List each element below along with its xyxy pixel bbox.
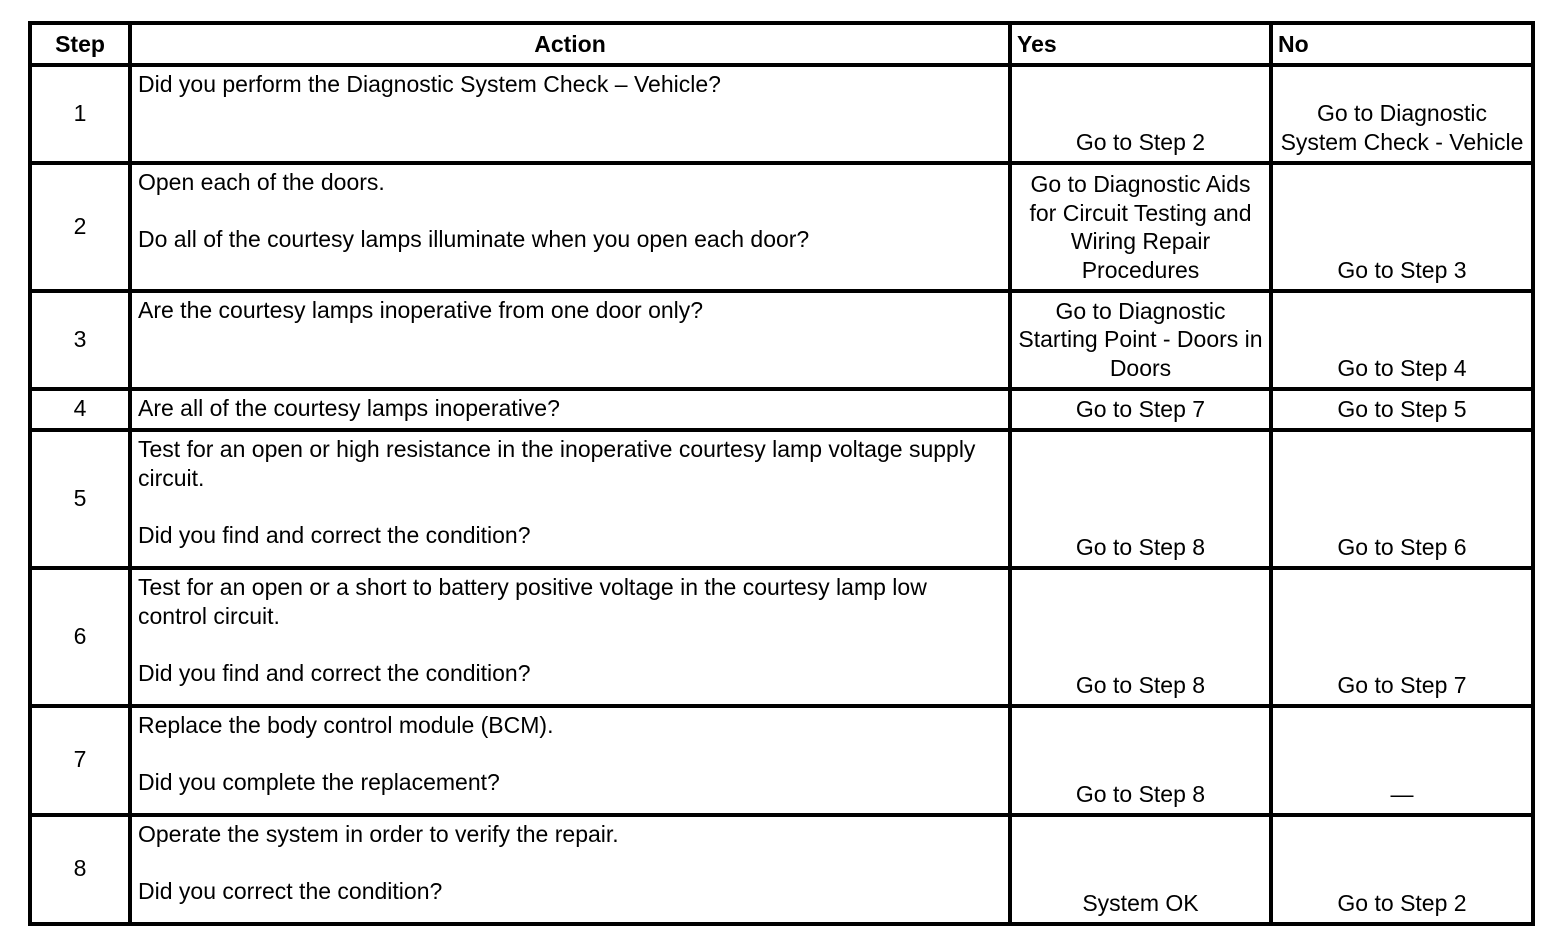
yes-result: Go to Step 8 — [1010, 568, 1271, 706]
no-result: Go to Step 6 — [1271, 430, 1533, 568]
yes-result: Go to Step 8 — [1010, 430, 1271, 568]
no-result: Go to Step 7 — [1271, 568, 1533, 706]
table-row — [30, 163, 1533, 291]
action-text: Are all of the courtesy lamps inoperative? — [138, 395, 560, 421]
table-row — [30, 65, 1533, 163]
action-cell — [130, 389, 1010, 430]
action-cell — [130, 65, 1010, 163]
header-step: Step — [30, 23, 130, 65]
action-cell — [130, 815, 1010, 924]
header-yes: Yes — [1010, 23, 1271, 65]
action-text: Test for an open or high resistance in the inoperative courtesy lamp voltage supply circuit. — [138, 436, 976, 491]
action-cell — [130, 568, 1010, 706]
action-text: Open each of the doors. — [138, 169, 385, 195]
step-number: 1 — [30, 65, 130, 163]
action-text: Operate the system in order to verify the repair. — [138, 821, 619, 847]
table-row — [30, 291, 1533, 389]
action-question: Did you correct the condition? — [138, 878, 443, 904]
no-result: Go to Step 4 — [1271, 291, 1533, 389]
step-number: 8 — [30, 815, 130, 924]
header-row — [30, 23, 1533, 65]
yes-result: System OK — [1010, 815, 1271, 924]
action-cell — [130, 163, 1010, 291]
action-question: Do all of the courtesy lamps illuminate when you open each door? — [138, 226, 810, 252]
action-text: Test for an open or a short to battery positive voltage in the courtesy lamp low control circuit. — [138, 574, 927, 629]
action-question: Did you find and correct the condition? — [138, 521, 531, 548]
yes-result: Go to Step 2 — [1010, 65, 1271, 163]
no-result: Go to Diagnostic System Check - Vehicle — [1271, 65, 1533, 163]
action-text: Are the courtesy lamps inoperative from one door only? — [138, 297, 704, 323]
step-number: 6 — [30, 568, 130, 706]
yes-result: Go to Diagnostic Aids for Circuit Testing and Wiring Repair Procedures — [1010, 163, 1271, 291]
table-row — [30, 568, 1533, 706]
step-number: 7 — [30, 706, 130, 815]
step-number: 3 — [30, 291, 130, 389]
table-row — [30, 430, 1533, 568]
step-number: 2 — [30, 163, 130, 291]
no-result: Go to Step 3 — [1271, 163, 1533, 291]
diagnostic-table — [28, 21, 1535, 926]
action-cell — [130, 706, 1010, 815]
action-cell — [130, 430, 1010, 568]
yes-result: Go to Step 8 — [1010, 706, 1271, 815]
yes-result: Go to Step 7 — [1010, 389, 1271, 430]
action-text: Did you perform the Diagnostic System Check – Vehicle? — [138, 71, 721, 97]
no-result: Go to Step 5 — [1271, 389, 1533, 430]
no-result: Go to Step 2 — [1271, 815, 1533, 924]
action-question: Did you complete the replacement? — [138, 769, 500, 795]
step-number: 5 — [30, 430, 130, 568]
header-no: No — [1271, 23, 1533, 65]
step-number: 4 — [30, 389, 130, 430]
yes-result: Go to Diagnostic Starting Point - Doors in Doors — [1010, 291, 1271, 389]
table-row — [30, 815, 1533, 924]
table-row — [30, 389, 1533, 430]
action-question: Did you find and correct the condition? — [138, 659, 531, 686]
action-text: Replace the body control module (BCM). — [138, 712, 554, 738]
no-result: — — [1271, 706, 1533, 815]
table-row — [30, 706, 1533, 815]
header-action: Action — [130, 23, 1010, 65]
action-cell — [130, 291, 1010, 389]
